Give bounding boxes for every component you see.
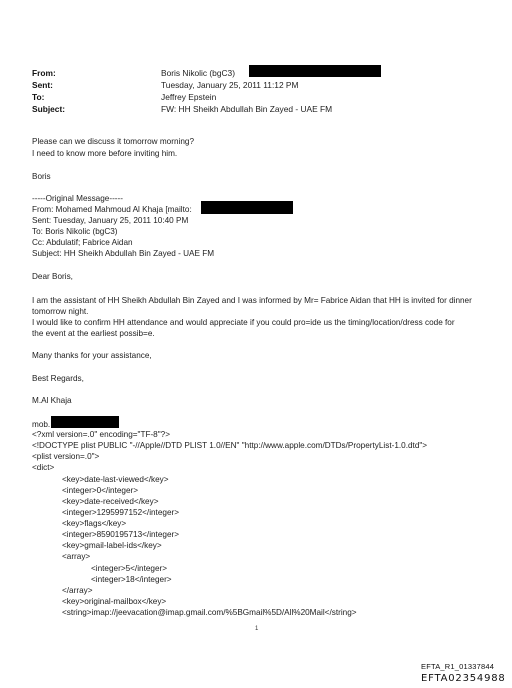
xml-line: </array> [62,586,93,595]
paragraph-line: tomorrow night. [32,307,89,316]
signature-name: M.Al Khaja [32,396,72,405]
xml-line: <key>original-mailbox</key> [62,597,167,606]
to-value: Jeffrey Epstein [161,92,217,102]
thanks-line: Many thanks for your assistance, [32,351,152,360]
sent-value: Tuesday, January 25, 2011 11:12 PM [161,80,299,90]
paragraph-line: I am the assistant of HH Sheikh Abdullah Bin Zayed and I was informed by Mr= Fabrice Aidan that HH is invited for dinner [32,296,472,305]
body-line: Please can we discuss it tomorrow morning? [32,137,194,146]
xml-line: <integer>8590195713</integer> [62,530,180,539]
greeting: Dear Boris, [32,272,73,281]
original-cc: Cc: Abdulatif; Fabrice Aidan [32,238,133,247]
xml-line: <plist version=.0"> [32,452,100,461]
xml-line: <!DOCTYPE plist PUBLIC "-//Apple//DTD PLIST 1.0//EN" "http://www.apple.com/DTDs/PropertyList-1.0.dtd"> [32,441,428,450]
from-label: From: [32,68,56,78]
from-value: Boris Nikolic (bgC3) [161,68,235,78]
body-line: I need to know more before inviting him. [32,149,178,158]
xml-line: <string>imap://jeevacation@imap.gmail.com/%5BGmail%5D/All%20Mail</string> [62,608,357,617]
redaction-box [51,416,119,428]
xml-line: <integer>5</integer> [91,564,168,573]
mobile-label: mob. [32,420,51,429]
body-signoff: Boris [32,172,51,181]
xml-line: <key>flags</key> [62,519,127,528]
original-sent: Sent: Tuesday, January 25, 2011 10:40 PM [32,216,189,225]
xml-line: <array> [62,552,91,561]
original-from: From: Mohamed Mahmoud Al Khaja [mailto: [32,205,192,214]
xml-line: <key>date-last-viewed</key> [62,475,169,484]
paragraph-line: I would like to confirm HH attendance and would appreciate if you could pro=ide us the timing/location/dress code for [32,318,455,327]
subject-label: Subject: [32,104,66,114]
xml-line: <dict> [32,463,55,472]
xml-line: <integer>0</integer> [62,486,139,495]
subject-value: FW: HH Sheikh Abdullah Bin Zayed - UAE FM [161,104,333,114]
redaction-box [201,201,293,214]
xml-line: <integer>1295997152</integer> [62,508,180,517]
original-subject: Subject: HH Sheikh Abdullah Bin Zayed - UAE FM [32,249,215,258]
bates-stamp: EFTA02354988 [421,673,506,684]
xml-line: <integer>18</integer> [91,575,172,584]
original-to: To: Boris Nikolic (bgC3) [32,227,118,236]
paragraph-line: the event at the earliest possib=e. [32,329,155,338]
xml-line: <key>date-received</key> [62,497,159,506]
page-number: 1 [255,626,259,632]
bates-stamp-small: EFTA_R1_01337844 [421,662,495,671]
original-marker: -----Original Message----- [32,194,123,203]
to-label: To: [32,92,45,102]
xml-line: <?xml version=.0" encoding="TF-8"?> [32,430,170,439]
xml-line: <key>gmail-label-ids</key> [62,541,162,550]
redaction-box [249,65,381,77]
sent-label: Sent: [32,80,53,90]
regards-line: Best Regards, [32,374,84,383]
